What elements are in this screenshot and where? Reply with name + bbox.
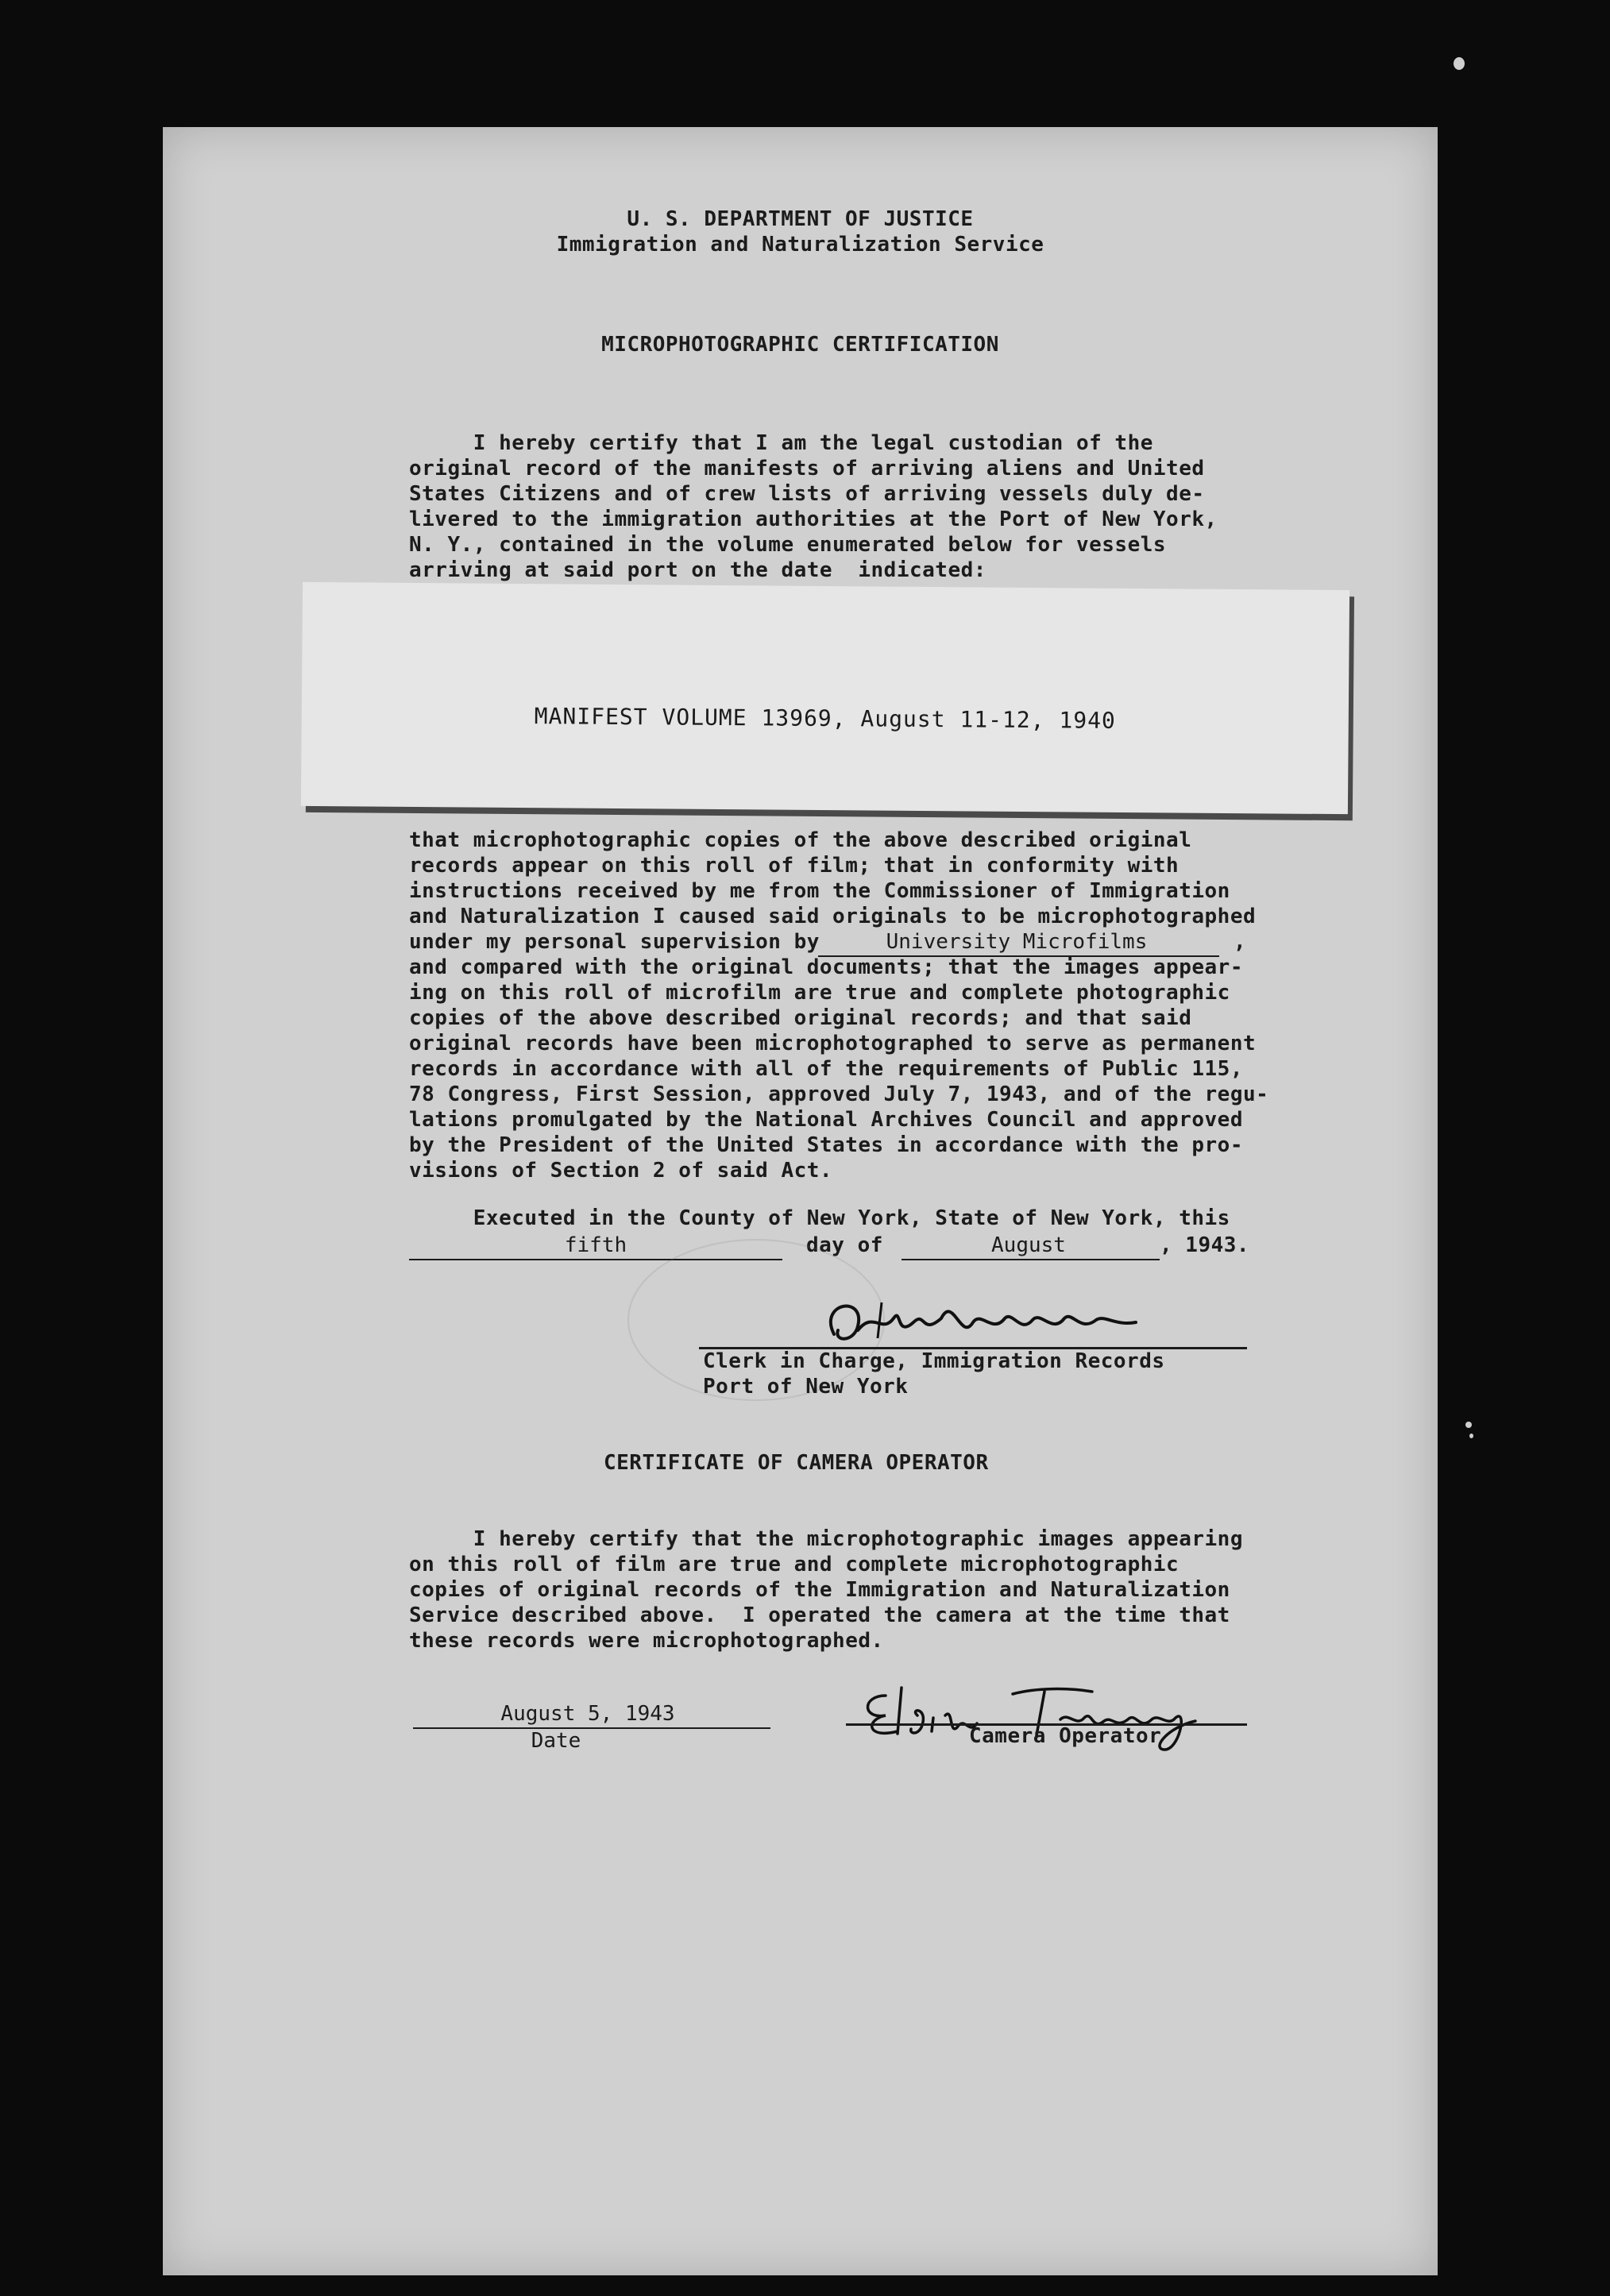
camera-operator-line: on this roll of film are true and complete microphotographic [409, 1553, 1180, 1576]
intro-line: I hereby certify that I am the legal custodian of the [409, 431, 1153, 455]
body-line: records in accordance with all of the requirements of Public 115, [409, 1057, 1243, 1081]
manifest-volume-slip [301, 582, 1349, 814]
operator-date-label: Date [531, 1729, 581, 1753]
month-underline [902, 1259, 1160, 1260]
supervisor-name: University Microfilms [886, 930, 1148, 954]
body-line: records appear on this roll of film; that in conformity with [409, 854, 1180, 878]
clerk-signature [802, 1287, 1176, 1350]
supervisor-trailing-comma: , [1234, 930, 1247, 954]
camera-operator-line: Service described above. I operated the camera at the time that [409, 1603, 1230, 1627]
execution-year: , 1943. [1160, 1233, 1250, 1257]
film-speck [1454, 57, 1465, 70]
clerk-title: Clerk in Charge, Immigration Records [703, 1349, 1165, 1373]
body-line: by the President of the United States in accordance with the pro- [409, 1133, 1243, 1157]
camera-operator-heading: CERTIFICATE OF CAMERA OPERATOR [604, 1451, 989, 1475]
body-line: and Naturalization I caused said originals to be microphotographed [409, 905, 1257, 928]
body-line: original records have been microphotographed to serve as permanent [409, 1032, 1257, 1055]
certificate-page [163, 127, 1438, 2275]
body-line: copies of the above described original records; and that said [409, 1006, 1192, 1030]
camera-operator-line: these records were microphotographed. [409, 1629, 884, 1653]
department-heading: U. S. DEPARTMENT OF JUSTICE [627, 207, 974, 231]
body-line: that microphotographic copies of the above described original [409, 828, 1192, 852]
intro-line: original record of the manifests of arriving aliens and United [409, 457, 1205, 480]
manifest-volume-text: MANIFEST VOLUME 13969, August 11-12, 1940 [534, 703, 1116, 734]
execution-day: fifth [564, 1233, 627, 1257]
day-of-label: day of [806, 1233, 883, 1257]
film-speck [1469, 1434, 1473, 1438]
execution-line: Executed in the County of New York, State of New York, this [409, 1206, 1230, 1230]
film-speck [1465, 1422, 1472, 1428]
certification-title: MICROPHOTOGRAPHIC CERTIFICATION [601, 333, 999, 357]
camera-operator-line: I hereby certify that the microphotographic images appearing [409, 1527, 1243, 1551]
body-line: 78 Congress, First Session, approved July 7, 1943, and of the regu- [409, 1082, 1269, 1106]
service-heading: Immigration and Naturalization Service [556, 233, 1044, 257]
body-line: under my personal supervision by [409, 930, 820, 954]
intro-line: N. Y., contained in the volume enumerated below for vessels [409, 533, 1167, 557]
body-line: lations promulgated by the National Archives Council and approved [409, 1108, 1243, 1132]
body-line: and compared with the original documents; that the images appear- [409, 955, 1243, 979]
body-line: instructions received by me from the Commissioner of Immigration [409, 879, 1230, 903]
clerk-location: Port of New York [703, 1375, 909, 1399]
intro-line: States Citizens and of crew lists of arriving vessels duly de- [409, 482, 1205, 506]
intro-line: arriving at said port on the date indicated: [409, 558, 986, 582]
operator-date-value: August 5, 1943 [500, 1702, 675, 1726]
camera-operator-line: copies of original records of the Immigration and Naturalization [409, 1578, 1230, 1602]
execution-month: August [991, 1233, 1066, 1257]
intro-line: livered to the immigration authorities at the Port of New York, [409, 507, 1218, 531]
operator-role-label: Camera Operator [969, 1724, 1162, 1748]
body-line: ing on this roll of microfilm are true and complete photographic [409, 981, 1230, 1005]
body-line: visions of Section 2 of said Act. [409, 1159, 833, 1183]
